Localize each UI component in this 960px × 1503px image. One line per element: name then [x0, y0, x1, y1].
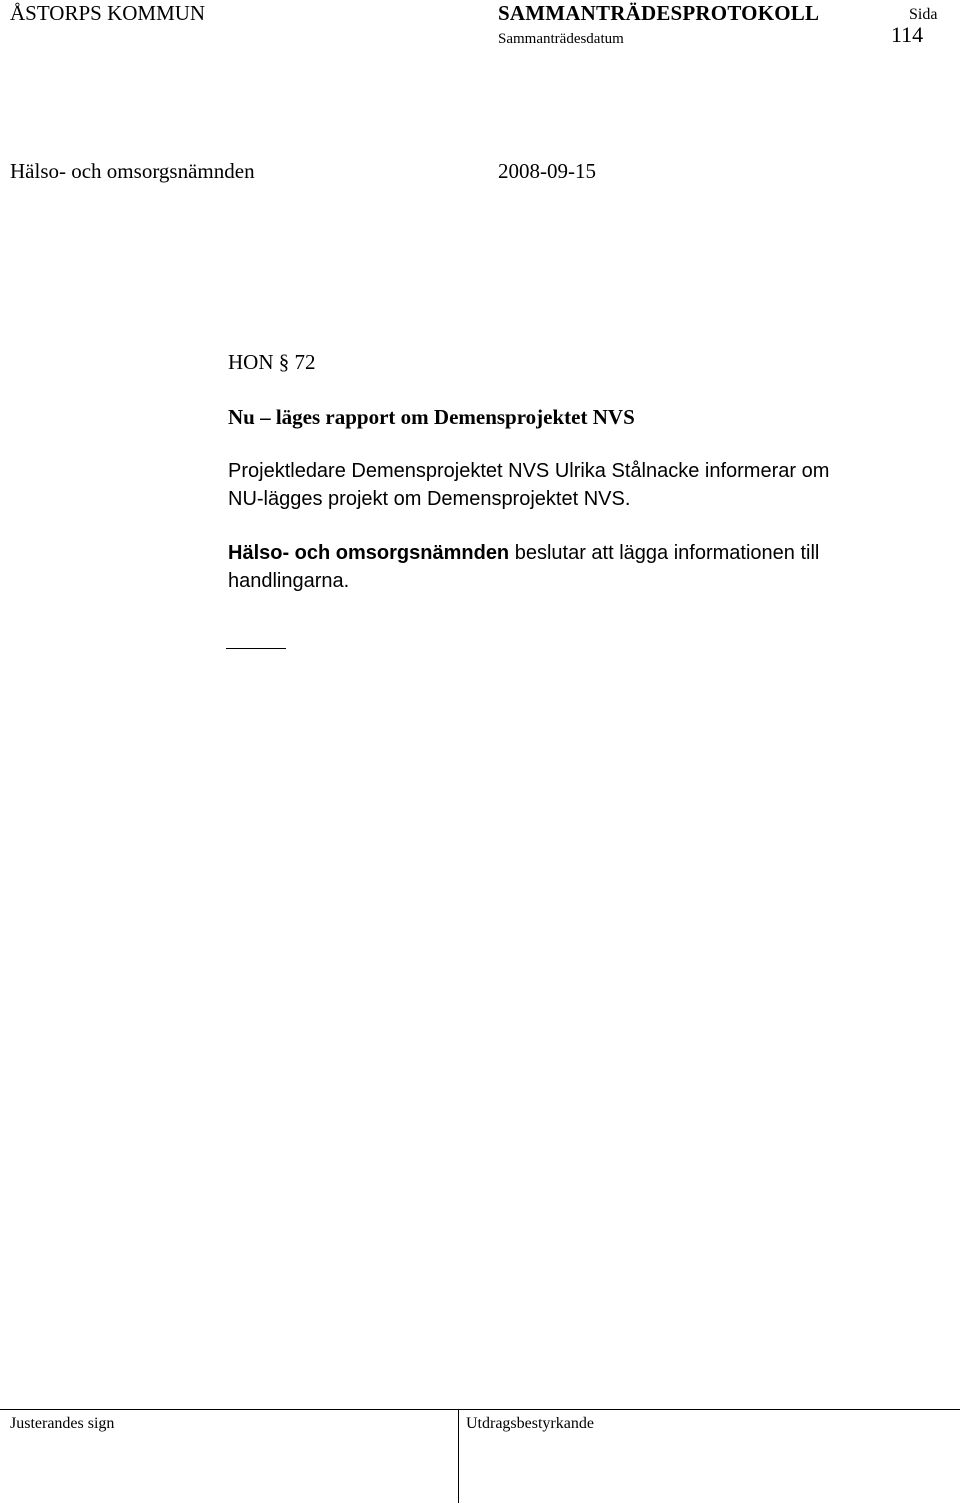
decision-text: beslutar att lägga informationen till [509, 542, 820, 564]
section-heading: Nu – läges rapport om Demensprojektet NVS [228, 405, 635, 429]
meeting-date: 2008-09-15 [498, 159, 596, 183]
decision-line [228, 539, 928, 567]
information-line: Projektledare Demensprojektet NVS Ulrika Stålnacke informerar om [228, 460, 830, 482]
footer-divider [458, 1409, 459, 1503]
committee-name: Hälso- och omsorgsnämnden [10, 159, 255, 183]
document-title: SAMMANTRÄDESPROTOKOLL [498, 1, 820, 25]
paragraph-reference: HON § 72 [228, 350, 316, 374]
meeting-date-label: Sammanträdesdatum [498, 31, 624, 47]
page-label: Sida [909, 6, 938, 23]
signature-box-label: Justerandes sign [10, 1415, 115, 1432]
certification-box-label: Utdragsbestyrkande [466, 1415, 594, 1432]
information-line: NU-lägges projekt om Demensprojektet NVS. [228, 488, 631, 510]
decision-paragraph [228, 539, 928, 595]
information-paragraph [228, 457, 928, 513]
footer-rule [0, 1409, 960, 1410]
page-number: 114 [891, 22, 924, 47]
decision-line: handlingarna. [228, 570, 350, 592]
municipality-name: ÅSTORPS KOMMUN [10, 1, 206, 25]
section-end-rule [226, 648, 286, 649]
decision-subject: Hälso- och omsorgsnämnden [228, 542, 510, 564]
